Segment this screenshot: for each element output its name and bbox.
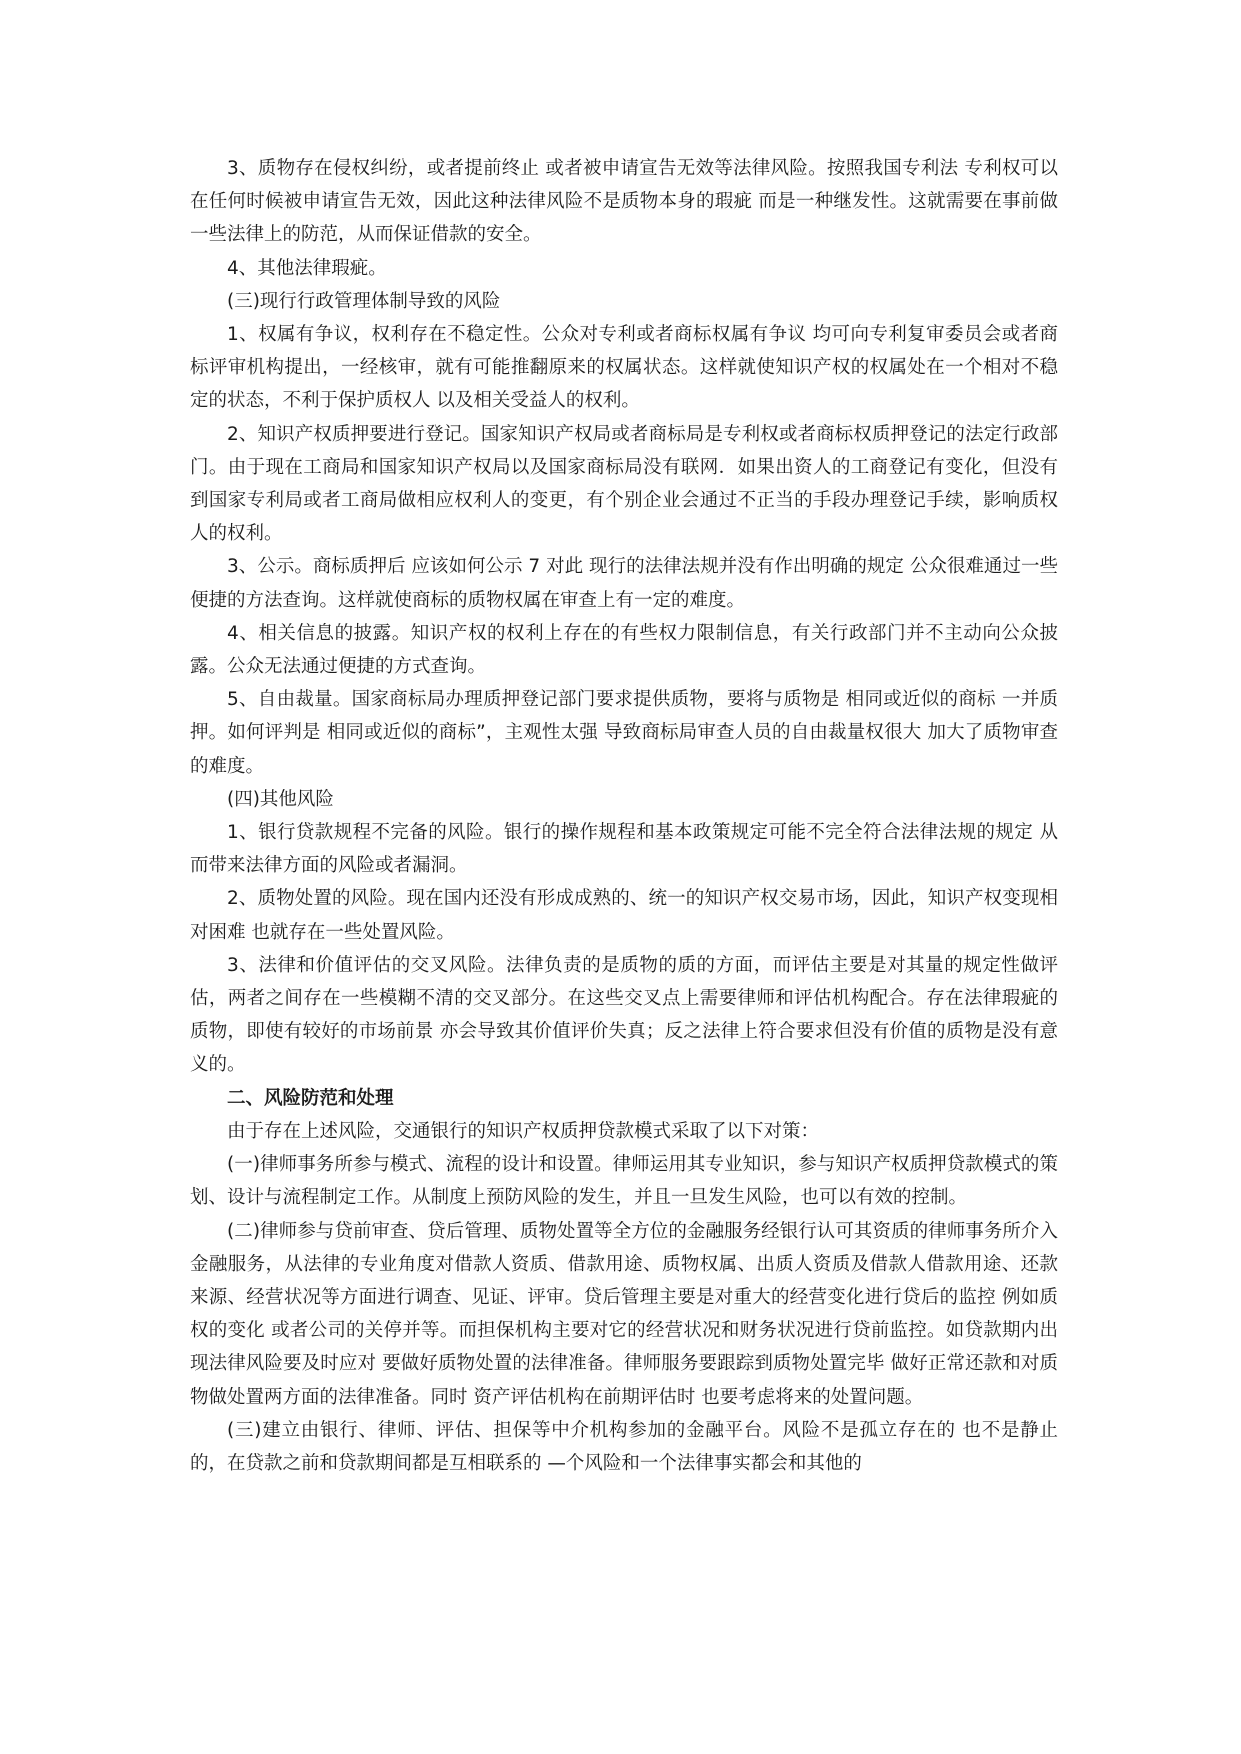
paragraph-measure-3-financial-platform: (三)建立由银行、律师、评估、担保等中介机构参加的金融平台。风险不是孤立存在的 也不是静止的，在贷款之前和贷款期间都是互相联系的 —个风险和一个法律事实都会和其他的 <box>190 1419 1058 1474</box>
paragraph-other-2-disposal: 2、质物处置的风险。现在国内还没有形成成熟的、统一的知识产权交易市场，因此，知识产权变现相对困难 也就存在一些处置风险。 <box>190 888 1058 943</box>
paragraph-other-1-bank-rules: 1、银行贷款规程不完备的风险。银行的操作规程和基本政策规定可能不完全符合法律法规的规定 从而带来法律方面的风险或者漏洞。 <box>190 822 1058 877</box>
paragraph-measure-1-law-firm-design: (一)律师事务所参与模式、流程的设计和设置。律师运用其专业知识，参与知识产权质押贷款模式的策划、设计与流程制定工作。从制度上预防风险的发生，并且一旦发生风险，也可以有效的控制。 <box>190 1154 1058 1209</box>
chapter-heading-risk-prevention: 二、风险防范和处理 <box>227 1087 394 1109</box>
paragraph-other-3-valuation: 3、法律和价值评估的交叉风险。法律负责的是质物的质的方面，而评估主要是对其量的规定性做评估，两者之间存在一些模糊不清的交叉部分。在这些交叉点上需要律师和评估机构配合。存在法律瑕疵的质物，即使有较好的市场前景 亦会导致其价值评价失真；反之法律上符合要求但没有价值的质物是没有意义的。 <box>190 954 1058 1076</box>
paragraph-admin-4-disclosure: 4、相关信息的披露。知识产权的权利上存在的有些权力限制信息，有关行政部门并不主动向公众披露。公众无法通过便捷的方式查询。 <box>190 622 1058 678</box>
section-heading-other-risk: (四)其他风险 <box>227 788 334 810</box>
document-page <box>190 152 1058 1480</box>
paragraph-admin-3-publicity: 3、公示。商标质押后 应该如何公示 7 对此 现行的法律法规并没有作出明确的规定 公众很难通过一些便捷的方法查询。这样就使商标的质物权属在审查上有一定的难度。 <box>190 556 1058 611</box>
paragraph-countermeasures-intro: 由于存在上述风险，交通银行的知识产权质押贷款模式采取了以下对策： <box>227 1120 820 1142</box>
paragraph-risk-3-infringement: 3、质物存在侵权纠纷，或者提前终止 或者被申请宣告无效等法律风险。按照我国专利法 专利权可以在任何时候被申请宣告无效，因此这种法律风险不是质物本身的瑕疵 而是一种继发性。这就需要在事前做一些法律上的防范，从而保证借款的安全。 <box>190 158 1058 246</box>
paragraph-admin-2-registration: 2、知识产权质押要进行登记。国家知识产权局或者商标局是专利权或者商标权质押登记的法定行政部门。由于现在工商局和国家知识产权局以及国家商标局没有联网．如果出资人的工商登记有变化，但没有到国家专利局或者工商局做相应权利人的变更，有个别企业会通过不正当的手段办理登记手续，影响质权人的权利。 <box>190 423 1058 545</box>
paragraph-risk-4-other-defects: 4、其他法律瑕疵。 <box>227 257 387 279</box>
section-heading-admin-risk: (三)现行行政管理体制导致的风险 <box>227 290 501 312</box>
paragraph-measure-2-lawyer-review: (二)律师参与贷前审查、贷后管理、质物处置等全方位的金融服务经银行认可其资质的律师事务所介入金融服务，从法律的专业角度对借款人资质、借款用途、质物权属、出质人资质及借款人借款用途、还款来源、经营状况等方面进行调查、见证、评审。贷后管理主要是对重大的经营变化进行贷后的监控 例如质权的变化 或者公司的关停并等。而担保机构主要对它的经营状况和财务状况进行贷前监控。如贷款期内出现法律风险要及时应对 要做好质物处置的法律准备。律师服务要跟踪到质物处置完毕 做好正常还款和对质物做处置两方面的法律准备。同时 资产评估机构在前期评估时 也要考虑将来的处置问题。 <box>190 1220 1058 1408</box>
paragraph-admin-1-ownership: 1、权属有争议，权利存在不稳定性。公众对专利或者商标权属有争议 均可向专利复审委员会或者商标评审机构提出，一经核审，就有可能推翻原来的权属状态。这样就使知识产权的权属处在一个相对不稳定的状态，不利于保护质权人 以及相关受益人的权利。 <box>190 324 1058 412</box>
paragraph-admin-5-discretion: 5、自由裁量。国家商标局办理质押登记部门要求提供质物，要将与质物是 相同或近似的商标 一并质押。如何评判是 相同或近似的商标”，主观性太强 导致商标局审查人员的自由裁量权很大 加大了质物审查的难度。 <box>190 689 1058 777</box>
